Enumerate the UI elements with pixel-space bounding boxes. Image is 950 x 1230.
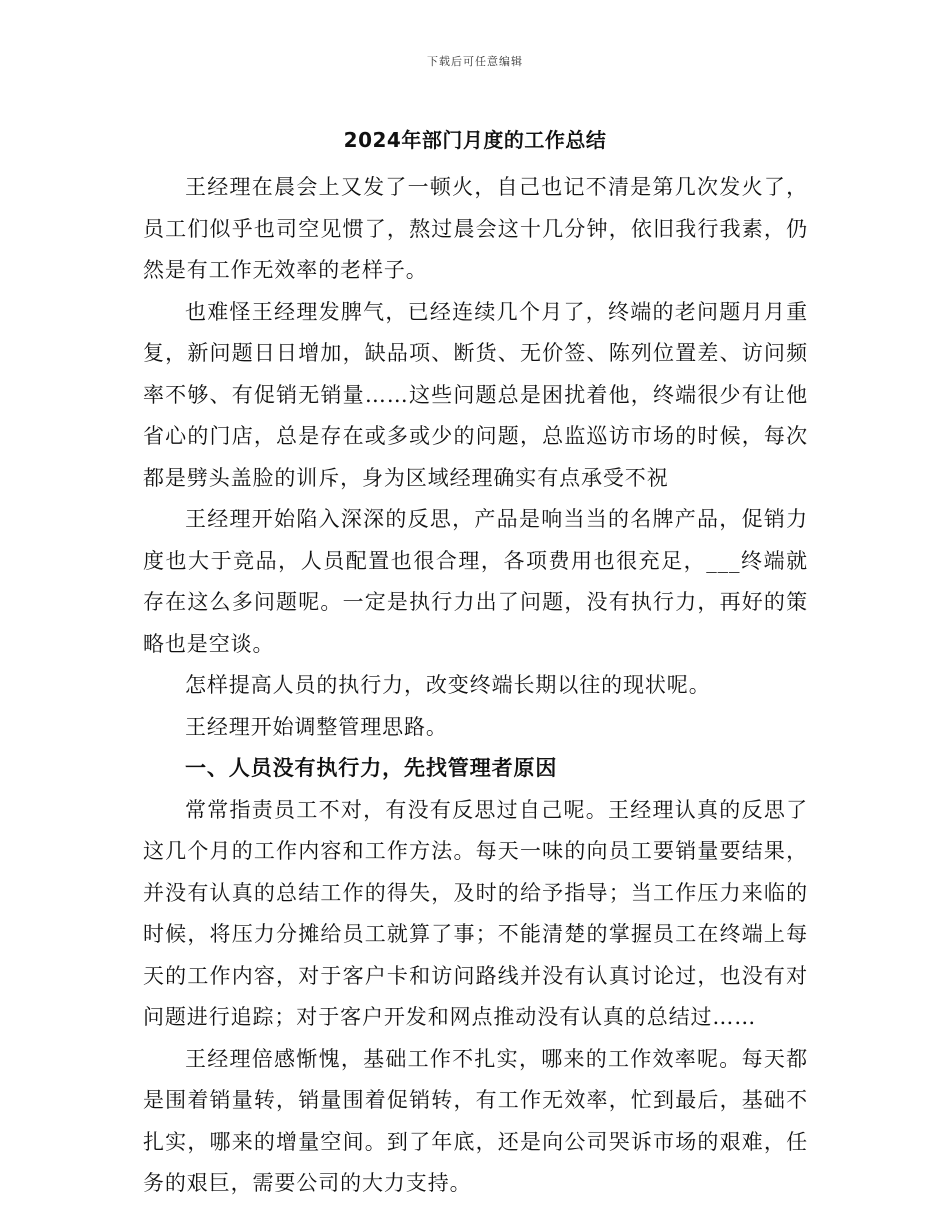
paragraph: 王经理开始陷入深深的反思，产品是响当当的名牌产品，促销力度也大于竞品，人员配置也很合理，各项费用也很充足，___终端就存在这么多问题呢。一定是执行力出了问题，没有执行力，再好的策略也是空谈。 xyxy=(143,507,808,656)
paragraph: 怎样提高人员的执行力，改变终端长期以往的现状呢。 xyxy=(185,673,711,697)
header-note: 下载后可任意编辑 xyxy=(427,55,523,68)
document-title: 2024年部门月度的工作总结 xyxy=(343,128,607,152)
paragraph: 王经理在晨会上又发了一顿火，自己也记不清是第几次发火了，员工们似乎也司空见惯了，熬过晨会这十几分钟，依旧我行我素，仍然是有工作无效率的老样子。 xyxy=(143,175,808,282)
paragraph: 常常指责员工不对，有没有反思过自己呢。王经理认真的反思了这几个月的工作内容和工作方法。每天一味的向员工要销量要结果，并没有认真的总结工作的得失，及时的给予指导；当工作压力来临的时候，将压力分摊给员工就算了事；不能清楚的掌握员工在终端上每天的工作内容，对于客户卡和访问路线并没有认真讨论过，也没有对问题进行追踪；对于客户开发和网点推动没有认真的总结过…… xyxy=(143,797,808,1029)
paragraph: 王经理倍感惭愧，基础工作不扎实，哪来的工作效率呢。每天都是围着销量转，销量围着促销转，有工作无效率，忙到最后，基础不扎实，哪来的增量空间。到了年底，还是向公司哭诉市场的艰难，任务的艰巨，需要公司的大力支持。 xyxy=(143,1046,808,1195)
paragraph: 也难怪王经理发脾气，已经连续几个月了，终端的老问题月月重复，新问题日日增加，缺品项、断货、无价签、陈列位置差、访问频率不够、有促销无销量……这些问题总是困扰着他，终端很少有让他省心的门店，总是存在或多或少的问题，总监巡访市场的时候，每次都是劈头盖脸的训斥，身为区域经理确实有点承受不祝 xyxy=(143,299,808,490)
document-body xyxy=(143,167,808,1205)
paragraph: 王经理开始调整管理思路。 xyxy=(185,714,448,739)
section-heading: 一、人员没有执行力，先找管理者原因 xyxy=(185,756,558,780)
